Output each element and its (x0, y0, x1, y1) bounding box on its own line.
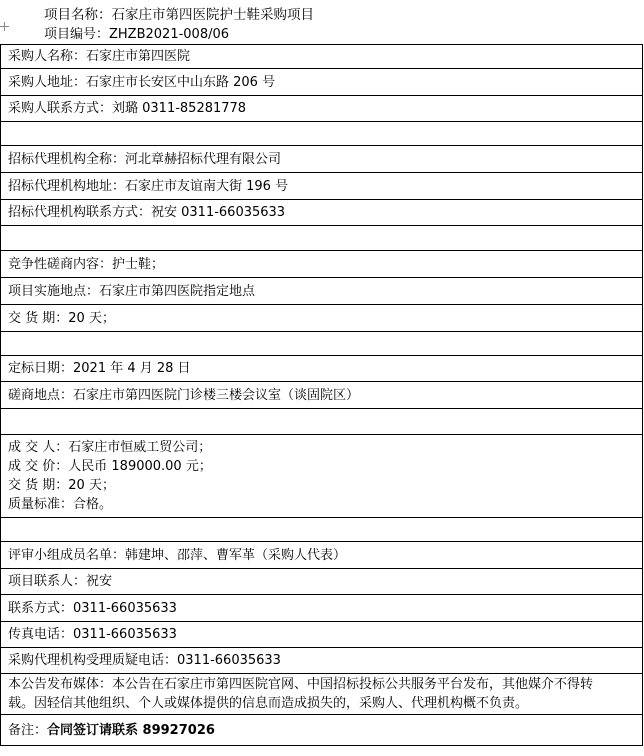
table-row (1, 146, 643, 173)
cell-text-line: 招标代理机构全称：河北章赫招标代理有限公司 (8, 151, 282, 167)
cell-text-line: 交 货 期：20 天； (8, 310, 115, 326)
table-cell (1, 96, 643, 122)
project-code: 项目编号：ZHZB2021-008/06 (44, 27, 230, 42)
table-row (1, 542, 643, 569)
table-cell (1, 173, 643, 200)
project-name: 项目名称：石家庄市第四医院护士鞋采购项目 (44, 7, 314, 23)
table-cell (1, 595, 643, 622)
table-row (1, 715, 643, 746)
cell-text-line: 招标代理机构地址：石家庄市友谊南大街 196 号 (8, 178, 289, 194)
table-cell (1, 622, 643, 648)
cell-text-line: 招标代理机构联系方式：祝安 0311-66035633 (8, 205, 286, 220)
table-row (1, 356, 643, 382)
cell-text-line: 采购代理机构受理质疑电话：0311-66035633 (8, 653, 281, 668)
table-row (1, 69, 643, 96)
remark-label: 备注： (8, 722, 48, 738)
table-cell (1, 69, 643, 96)
table-cell (1, 569, 643, 595)
announcement-table (0, 44, 643, 746)
table-cell (1, 305, 643, 332)
table-cell (1, 278, 643, 305)
table-row (1, 45, 643, 69)
cell-text-line (8, 721, 635, 740)
table-cell (1, 409, 643, 435)
cell-text-line: 评审小组成员名单：韩建坤、邵萍、曹军革（采购人代表） (8, 547, 347, 563)
table-cell (1, 356, 643, 382)
table-row (1, 435, 643, 518)
table-row (1, 622, 643, 648)
table-cell (1, 435, 643, 518)
table-row (1, 278, 643, 305)
document-header (44, 6, 314, 44)
empty-row (1, 518, 643, 542)
table-row (1, 569, 643, 595)
table-row (1, 251, 643, 278)
remark-contact: 合同签订请联系 89927026 (47, 722, 215, 738)
cell-text-line: 本公告发布媒体：本公告在石家庄市第四医院官网、中国招标投标公共服务平台发布，其他媒介不得转 (8, 677, 594, 692)
cell-text-line: 传真电话：0311-66035633 (8, 627, 177, 642)
table-cell (1, 251, 643, 278)
cell-text-line: 采购人名称：石家庄市第四医院 (8, 49, 191, 64)
empty-row (1, 409, 643, 435)
cell-text-line: 项目实施地点：石家庄市第四医院指定地点 (8, 283, 256, 299)
table-cell (1, 382, 643, 409)
table-cell (1, 542, 643, 569)
table-row (1, 382, 643, 409)
empty-row (1, 122, 643, 146)
cell-text-line: 质量标准：合格。 (8, 497, 113, 512)
table-row (1, 200, 643, 226)
table-cell (1, 146, 643, 173)
table-row (1, 648, 643, 674)
table-row (1, 595, 643, 622)
empty-row (1, 332, 643, 356)
table-cell (1, 226, 643, 251)
table-cell (1, 518, 643, 542)
table-cell (1, 200, 643, 226)
expand-marker-icon (0, 22, 9, 31)
table-cell (1, 45, 643, 69)
cell-text-line: 联系方式：0311-66035633 (8, 600, 177, 616)
table-cell (1, 122, 643, 146)
table-cell (1, 332, 643, 356)
cell-text-line: 定标日期：2021 年 4 月 28 日 (8, 361, 191, 376)
table-row (1, 96, 643, 122)
table-cell (1, 674, 643, 715)
cell-text-line: 交 货 期：20 天； (8, 478, 115, 493)
cell-text-line: 采购人联系方式：刘璐 0311-85281778 (8, 101, 247, 116)
announcement-table-body (1, 45, 643, 746)
cell-text-line: 成 交 人：石家庄市恒威工贸公司； (8, 440, 212, 455)
empty-row (1, 226, 643, 251)
cell-text-line: 成 交 价：人民币 189000.00 元； (8, 459, 212, 474)
table-row (1, 173, 643, 200)
cell-text-line: 磋商地点：石家庄市第四医院门诊楼三楼会议室（谈固院区） (8, 387, 360, 403)
cell-text-line: 项目联系人：祝安 (8, 574, 113, 589)
table-cell (1, 648, 643, 674)
cell-text-line: 载。因轻信其他组织、个人或媒体提供的信息而造成损失的，采购人、代理机构概不负责。 (8, 696, 529, 711)
table-cell (1, 715, 643, 746)
cell-text-line: 竞争性磋商内容：护士鞋； (8, 256, 165, 272)
table-row (1, 674, 643, 715)
table-row (1, 305, 643, 332)
cell-text-line: 采购人地址：石家庄市长安区中山东路 206 号 (8, 74, 276, 90)
